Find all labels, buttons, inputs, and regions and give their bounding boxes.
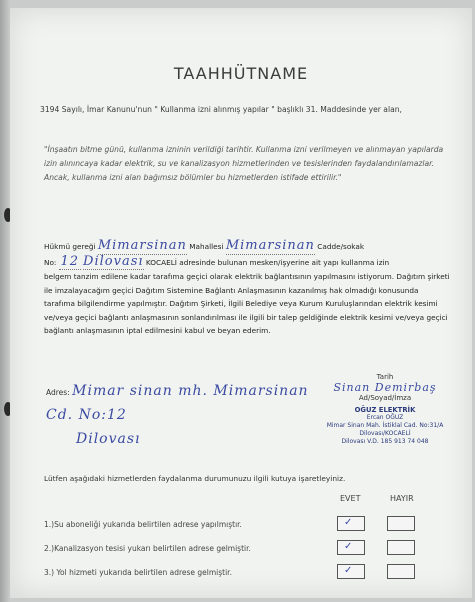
declaration-line-1 [44,239,450,255]
column-no: HAYIR [390,494,414,503]
intro-paragraph: 3194 Sayılı, İmar Kanunu'nun " Kullanma izni alınmış yapılar " başlıklı 31. Maddesinde yer alan, [40,105,402,114]
no-checkbox-2[interactable] [387,540,415,555]
handwritten-street: Mimarsinan [225,238,315,253]
check-mark-icon: ✓ [344,517,353,528]
neighborhood-field [98,239,187,255]
signature-label: Ad/Soyad/İmza [358,394,412,402]
column-yes: EVET [340,494,361,503]
scan-edge-shadow [0,0,10,602]
address-label: Adres: [46,388,70,397]
no-checkbox-1[interactable] [387,516,415,531]
text-hukmu-geregi: Hükmü gereği [44,242,96,251]
stamp-company-name: OĞUZ ELEKTRİK [354,406,416,414]
signature-block [320,373,450,446]
checklist-prompt: Lütfen aşağıdaki hizmetlerden faydalanma durumunuzu ilgili kutuya işaretleyiniz. [44,474,346,483]
text-no: No: [44,257,57,267]
yes-checkbox-2[interactable] [337,540,365,555]
law-quote: "İnşaatın bitme günü, kullanma izninin verildiği tarihtir. Kullanma izni verilmeyen ve alınmayan yapılarda izin alınıncaya kadar elektrik, su ve kanalizasyon hizmetlerinden ve tesislerinden faydalandırılamazlar. Ancak, kullanma izni alan bağımsız bölümler bu hizmetlerden istifade ettirilir." [44,145,444,182]
declaration-body [44,239,450,338]
document-page [10,8,472,598]
text-address-continuation: KOCAELİ adresinde bulunan mesken/işyerine ait yapı kullanma izin [145,257,390,267]
stamp-person: Ercan OĞUZ [366,414,404,421]
handwritten-name: Sinan Demirbaş [333,381,437,394]
handwritten-address-2: Cd. No:12 [46,407,127,423]
text-mahallesi: Mahallesi [189,242,224,251]
address-block [46,380,326,452]
check-mark-icon: ✓ [344,565,353,576]
declaration-line-2 [44,255,450,271]
handwritten-number: 12 [60,253,79,269]
declaration-text: belgem tanzim edilene kadar tarafıma geçici olarak elektrik bağlantısının yapılmasını istiyorum. Dağıtım şirketi ile imzalayacağım geçici Dağıtım Sistemine Bağlantı Anlaşmasının kazanılmış hak olmadığı konusunda tarafıma bilgilendirme yapılmıştır. Dağıtım Şirketi, İlgili Belediye veya Kurum Kuruluşlarından elektrik kesimi ve/veya geçici bağlantı anlaşmasının sonlandırılması ile ilgili bir talep geldiğinde elektrik kesimi ve/veya geçici bağlantı anlaşmasının iptal edilmesini kabul ve beyan ederim. [44,272,450,335]
text-cadde-sokak: Cadde/sokak [317,242,365,251]
stamp-tax-info: Dilovası V.D. 185 913 74 048 [341,438,429,445]
handwritten-address-3: Dilovası [76,431,141,447]
item-label-2: 2.)Kanalizasyon tesisi yukarı belirtilen adrese gelmiştir. [44,544,251,553]
item-label-3: 3.) Yol hizmeti yukarıda belirtilen adrese gelmiştir. [44,568,232,577]
company-stamp [320,406,450,446]
handwritten-address-1: Mimar sinan mh. Mimarsinan [72,383,309,399]
district-field [83,255,144,271]
no-checkbox-3[interactable] [387,564,415,579]
stamp-address: Mimar Sinan Mah. İstiklal Cad. No:31/A Dilovası/KOCAELİ [326,422,444,437]
date-label: Tarih [376,373,394,381]
street-field [226,239,315,255]
document-title: TAAHHÜTNAME [173,64,309,83]
item-label-1: 1.)Su aboneliği yukarıda belirtilen adrese yapılmıştır. [44,520,242,529]
handwritten-district: Dilovası [83,253,144,269]
yes-checkbox-3[interactable] [337,564,365,579]
handwritten-neighborhood: Mimarsinan [97,238,187,253]
check-mark-icon: ✓ [344,541,353,552]
number-field [59,255,81,271]
yes-checkbox-1[interactable] [337,516,365,531]
